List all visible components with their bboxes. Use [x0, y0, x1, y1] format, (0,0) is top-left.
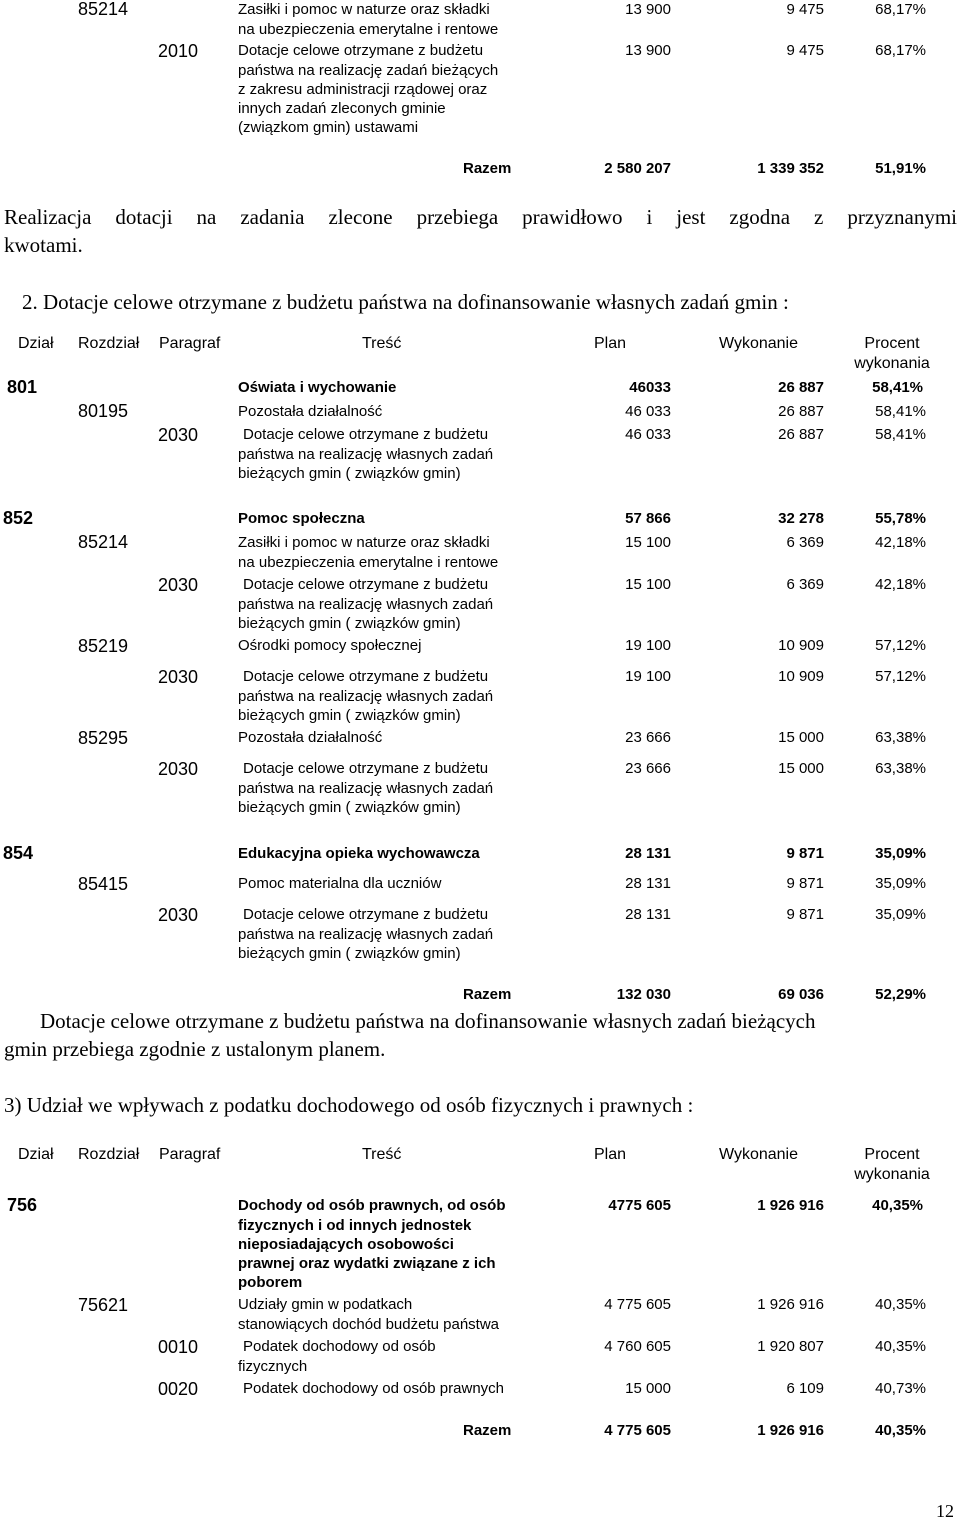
header-procent: Procent: [864, 1146, 920, 1163]
tresc-line: Podatek dochodowy od osób: [243, 1338, 436, 1355]
tresc-line: bieżących gmin ( związków gmin): [238, 799, 461, 816]
paragraf-2030: 2030: [158, 575, 199, 595]
plan-cell: 28 131: [625, 845, 671, 862]
tresc-line: bieżących gmin ( związków gmin): [238, 707, 461, 724]
header-plan: Plan: [594, 1146, 627, 1163]
wykonanie-cell: 6 369: [786, 576, 824, 593]
header-paragraf: Paragraf: [159, 335, 221, 352]
razem-procent: 40,35%: [875, 1422, 926, 1439]
tresc-line: Dochody od osób prawnych, od osób: [238, 1197, 506, 1214]
paragraph-dotacje-cont: gmin przebiega zgodnie z ustalonym planem.: [4, 1037, 386, 1061]
tresc-line: państwa na realizację własnych zadań: [238, 780, 494, 797]
wykonanie-cell: 1 926 916: [757, 1197, 824, 1214]
tresc-line: prawnej oraz wydatki związane z ich: [238, 1255, 496, 1272]
wykonanie-cell: 9 475: [786, 42, 824, 59]
header-tresc: Treść: [362, 1146, 402, 1163]
procent-cell: 58,41%: [875, 403, 926, 420]
razem-procent: 51,91%: [875, 160, 926, 177]
tresc-line: nieposiadających osobowości: [238, 1236, 454, 1253]
rozdzial-75621: 75621: [78, 1295, 129, 1315]
tresc-line: Zasiłki i pomoc w naturze oraz składki: [238, 1, 490, 18]
tresc-line: fizycznych: [238, 1358, 308, 1375]
tresc-line: fizycznych i od innych jednostek: [238, 1217, 472, 1234]
header-plan: Plan: [594, 335, 627, 352]
procent-cell: 63,38%: [875, 760, 926, 777]
paragraf-2030: 2030: [158, 425, 199, 445]
header-procent-line2: wykonania: [854, 355, 930, 372]
plan-cell: 15 000: [625, 1380, 671, 1397]
dzial-801: 801: [7, 377, 38, 397]
header-wykonanie: Wykonanie: [719, 1146, 799, 1163]
tresc-line: Udziały gmin w podatkach: [238, 1296, 413, 1313]
dzial-756: 756: [7, 1195, 38, 1215]
tresc-line: Dotacje celowe otrzymane z budżetu: [243, 426, 489, 443]
plan-cell: 28 131: [625, 875, 671, 892]
procent-cell: 58,41%: [875, 426, 926, 443]
plan-cell: 23 666: [625, 729, 671, 746]
tresc-line: bieżących gmin ( związków gmin): [238, 465, 461, 482]
paragraf-2030: 2030: [158, 905, 199, 925]
plan-cell: 15 100: [625, 534, 671, 551]
tresc-line: bieżących gmin ( związków gmin): [238, 945, 461, 962]
dzial-854: 854: [3, 843, 34, 863]
header-tresc: Treść: [362, 335, 402, 352]
tresc-line: Pomoc materialna dla uczniów: [238, 875, 442, 892]
dzial-852: 852: [3, 508, 34, 528]
tresc-line: na ubezpieczenia emerytalne i rentowe: [238, 21, 499, 38]
procent-cell: 68,17%: [875, 42, 926, 59]
wykonanie-cell: 15 000: [778, 760, 824, 777]
procent-cell: 40,35%: [872, 1197, 923, 1214]
paragraf-2030: 2030: [158, 759, 199, 779]
tresc-line: Dotacje celowe otrzymane z budżetu: [243, 668, 489, 685]
header-procent: Procent: [864, 335, 920, 352]
plan-cell: 46033: [629, 379, 671, 396]
razem-wykonanie: 1 926 916: [757, 1422, 824, 1439]
procent-cell: 57,12%: [875, 668, 926, 685]
wykonanie-cell: 26 887: [778, 426, 824, 443]
plan-cell: 4775 605: [608, 1197, 671, 1214]
wykonanie-cell: 15 000: [778, 729, 824, 746]
procent-cell: 35,09%: [875, 845, 926, 862]
wykonanie-cell: 32 278: [778, 510, 824, 527]
plan-cell: 19 100: [625, 637, 671, 654]
section-2-title: 2. Dotacje celowe otrzymane z budżetu państwa na dofinansowanie własnych zadań gmin :: [22, 290, 789, 314]
paragraf-2030: 2030: [158, 667, 199, 687]
procent-cell: 55,78%: [875, 510, 926, 527]
procent-cell: 58,41%: [872, 379, 923, 396]
plan-cell: 46 033: [625, 426, 671, 443]
plan-cell: 19 100: [625, 668, 671, 685]
tresc-line: Dotacje celowe otrzymane z budżetu: [243, 760, 489, 777]
tresc-line: Zasiłki i pomoc w naturze oraz składki: [238, 534, 490, 551]
section-3-title: 3) Udział we wpływach z podatku dochodowego od osób fizycznych i prawnych :: [4, 1093, 694, 1117]
wykonanie-cell: 1 920 807: [757, 1338, 824, 1355]
header-paragraf: Paragraf: [159, 1146, 221, 1163]
tresc-line: Pozostała działalność: [238, 403, 383, 420]
rozdzial-85219: 85219: [78, 636, 129, 656]
tresc-line: stanowiących dochód budżetu państwa: [238, 1316, 500, 1333]
plan-cell: 13 900: [625, 1, 671, 18]
paragraph-realizacja-cont: kwotami.: [4, 233, 83, 257]
plan-cell: 4 760 605: [604, 1338, 671, 1355]
tresc-line: państwa na realizację własnych zadań: [238, 926, 494, 943]
rozdzial-85214: 85214: [78, 0, 129, 19]
header-procent-line2: wykonania: [854, 1166, 930, 1183]
page-number: 12: [936, 1501, 954, 1521]
wykonanie-cell: 10 909: [778, 637, 824, 654]
tresc-line: (związkom gmin) ustawami: [238, 119, 419, 136]
plan-cell: 57 866: [625, 510, 671, 527]
tresc-line: z zakresu administracji rządowej oraz: [238, 81, 488, 98]
tresc-line: Edukacyjna opieka wychowawcza: [238, 845, 480, 862]
paragraf-0010: 0010: [158, 1337, 199, 1357]
procent-cell: 42,18%: [875, 576, 926, 593]
razem-label: Razem: [463, 160, 512, 177]
plan-cell: 13 900: [625, 42, 671, 59]
plan-cell: 15 100: [625, 576, 671, 593]
tresc-line: państwa na realizację zadań bieżących: [238, 62, 499, 79]
rozdzial-85415: 85415: [78, 874, 129, 894]
header-rozdzial: Rozdział: [78, 1146, 140, 1163]
paragraf-0020: 0020: [158, 1379, 199, 1399]
header-dzial: Dział: [18, 335, 54, 352]
tresc-line: państwa na realizację własnych zadań: [238, 688, 494, 705]
tresc-line: na ubezpieczenia emerytalne i rentowe: [238, 554, 499, 571]
razem-plan: 132 030: [616, 986, 671, 1003]
tresc-line: Ośrodki pomocy społecznej: [238, 637, 422, 654]
tresc-line: Pozostała działalność: [238, 729, 383, 746]
wykonanie-cell: 9 871: [786, 845, 824, 862]
wykonanie-cell: 6 109: [786, 1380, 824, 1397]
tresc-line: państwa na realizację własnych zadań: [238, 446, 494, 463]
procent-cell: 35,09%: [875, 875, 926, 892]
procent-cell: 68,17%: [875, 1, 926, 18]
razem-procent: 52,29%: [875, 986, 926, 1003]
header-wykonanie: Wykonanie: [719, 335, 799, 352]
tresc-line: Dotacje celowe otrzymane z budżetu: [238, 42, 484, 59]
plan-cell: 23 666: [625, 760, 671, 777]
header-dzial: Dział: [18, 1146, 54, 1163]
tresc-line: poborem: [238, 1274, 303, 1291]
wykonanie-cell: 1 926 916: [757, 1296, 824, 1313]
procent-cell: 42,18%: [875, 534, 926, 551]
procent-cell: 35,09%: [875, 906, 926, 923]
plan-cell: 46 033: [625, 403, 671, 420]
paragraph-realizacja: Realizacja dotacji na zadania zlecone przebiega prawidłowo i jest zgodna z przyznanymi: [4, 205, 957, 229]
plan-cell: 28 131: [625, 906, 671, 923]
paragraf-2010: 2010: [158, 41, 199, 61]
razem-plan: 2 580 207: [604, 160, 671, 177]
wykonanie-cell: 9 475: [786, 1, 824, 18]
razem-label: Razem: [463, 986, 512, 1003]
razem-plan: 4 775 605: [604, 1422, 671, 1439]
procent-cell: 40,73%: [875, 1380, 926, 1397]
tresc-line: Pomoc społeczna: [238, 510, 365, 527]
procent-cell: 40,35%: [875, 1296, 926, 1313]
wykonanie-cell: 9 871: [786, 906, 824, 923]
razem-wykonanie: 1 339 352: [757, 160, 824, 177]
tresc-line: Oświata i wychowanie: [238, 379, 397, 396]
tresc-line: Dotacje celowe otrzymane z budżetu: [243, 906, 489, 923]
razem-wykonanie: 69 036: [778, 986, 824, 1003]
wykonanie-cell: 10 909: [778, 668, 824, 685]
tresc-line: innych zadań zleconych gminie: [238, 100, 446, 117]
paragraph-dotacje: Dotacje celowe otrzymane z budżetu państwa na dofinansowanie własnych zadań bieżących: [40, 1009, 816, 1033]
wykonanie-cell: 26 887: [778, 379, 824, 396]
wykonanie-cell: 6 369: [786, 534, 824, 551]
wykonanie-cell: 9 871: [786, 875, 824, 892]
header-rozdzial: Rozdział: [78, 335, 140, 352]
tresc-line: bieżących gmin ( związków gmin): [238, 615, 461, 632]
razem-label: Razem: [463, 1422, 512, 1439]
procent-cell: 57,12%: [875, 637, 926, 654]
procent-cell: 63,38%: [875, 729, 926, 746]
procent-cell: 40,35%: [875, 1338, 926, 1355]
wykonanie-cell: 26 887: [778, 403, 824, 420]
tresc-line: Podatek dochodowy od osób prawnych: [243, 1380, 505, 1397]
rozdzial-85295: 85295: [78, 728, 129, 748]
tresc-line: Dotacje celowe otrzymane z budżetu: [243, 576, 489, 593]
rozdzial-85214: 85214: [78, 532, 129, 552]
plan-cell: 4 775 605: [604, 1296, 671, 1313]
rozdzial-80195: 80195: [78, 401, 129, 421]
tresc-line: państwa na realizację własnych zadań: [238, 596, 494, 613]
